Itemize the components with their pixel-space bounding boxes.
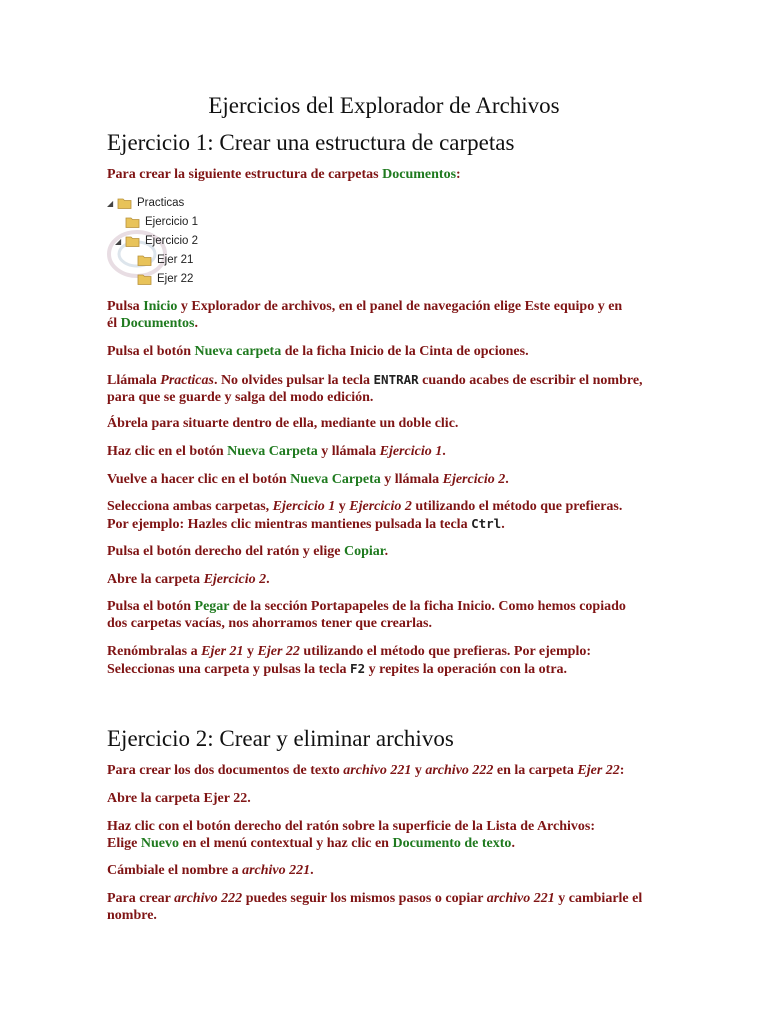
exercise-2-intro: Para crear los dos documentos de texto archivo 221 y archivo 222 en la carpeta Ejer 22: xyxy=(107,763,625,778)
tree-node-ejer-21[interactable] xyxy=(137,251,193,269)
tree-node-ejercicio-2[interactable] xyxy=(115,232,198,250)
expand-arrow-icon[interactable]: ◢ xyxy=(107,198,114,208)
tree-node-ejercicio-1[interactable] xyxy=(125,213,198,231)
step-1: Pulsa Inicio y Explorador de archivos, en el panel de navegación elige Este equipo y en él Documentos. xyxy=(107,299,623,331)
exercise-1-heading: Ejercicio 1: Crear una estructura de carpetas xyxy=(107,130,515,155)
document-title: Ejercicios del Explorador de Archivos xyxy=(208,93,560,118)
step-2: Pulsa el botón Nueva carpeta de la ficha Inicio de la Cinta de opciones. xyxy=(107,344,529,359)
folder-icon xyxy=(117,197,132,209)
key-f2: F2 xyxy=(350,661,366,676)
tree-node-label: Practicas xyxy=(137,197,185,209)
exercise-2-heading: Ejercicio 2: Crear y eliminar archivos xyxy=(107,726,454,751)
key-entrar: ENTRAR xyxy=(373,372,419,387)
ex2-step-4: Para crear archivo 222 puedes seguir los mismos pasos o copiar archivo 221 y cambiarle el nombre. xyxy=(107,891,643,923)
step-3: Llámala Practicas. No olvides pulsar la tecla ENTRAR cuando acabes de escribir el nombre, para que se guarde y salga del modo edición. xyxy=(107,372,643,405)
step-4: Ábrela para situarte dentro de ella, mediante un doble clic. xyxy=(107,416,459,431)
tree-node-label: Ejercicio 1 xyxy=(145,216,199,228)
ex2-step-3: Cámbiale el nombre a archivo 221. xyxy=(107,863,314,878)
folder-icon xyxy=(137,254,152,266)
folder-icon xyxy=(125,216,140,228)
folder-icon xyxy=(125,235,140,247)
tree-node-label: Ejer 21 xyxy=(157,254,194,266)
step-8: Pulsa el botón derecho del ratón y elige Copiar. xyxy=(107,544,389,559)
step-9: Abre la carpeta Ejercicio 2. xyxy=(107,572,270,587)
step-10: Pulsa el botón Pegar de la sección Portapapeles de la ficha Inicio. Como hemos copiado dos carpetas vacías, nos ahorramos tener que crearlas. xyxy=(107,599,626,631)
exercise-1-intro: Para crear la siguiente estructura de carpetas Documentos: xyxy=(107,167,461,182)
step-6: Vuelve a hacer clic en el botón Nueva Carpeta y llámala Ejercicio 2. xyxy=(107,472,509,487)
step-5: Haz clic en el botón Nueva Carpeta y llámala Ejercicio 1. xyxy=(107,444,446,459)
expand-arrow-icon[interactable]: ◢ xyxy=(115,236,122,246)
step-11: Renómbralas a Ejer 21 y Ejer 22 utilizando el método que prefieras. Por ejemplo: Seleccionas una carpeta y pulsas la tecla F2 y repites la operación con la otra. xyxy=(107,644,592,677)
ex2-step-2: Haz clic con el botón derecho del ratón sobre la superficie de la Lista de Archivos: Elige Nuevo en el menú contextual y haz clic en Documento de texto. xyxy=(107,819,596,851)
step-7: Selecciona ambas carpetas, Ejercicio 1 y Ejercicio 2 utilizando el método que prefieras. Por ejemplo: Hazles clic mientras mantienes pulsada la tecla Ctrl. xyxy=(107,499,623,532)
tree-node-label: Ejercicio 2 xyxy=(145,235,199,247)
folder-tree-image xyxy=(107,194,227,290)
ex2-step-1: Abre la carpeta Ejer 22. xyxy=(107,791,251,806)
tree-node-ejer-22[interactable] xyxy=(137,270,193,288)
tree-node-practicas[interactable] xyxy=(107,194,184,212)
tree-node-label: Ejer 22 xyxy=(157,273,194,285)
key-ctrl: Ctrl xyxy=(471,516,502,531)
folder-icon xyxy=(137,273,152,285)
